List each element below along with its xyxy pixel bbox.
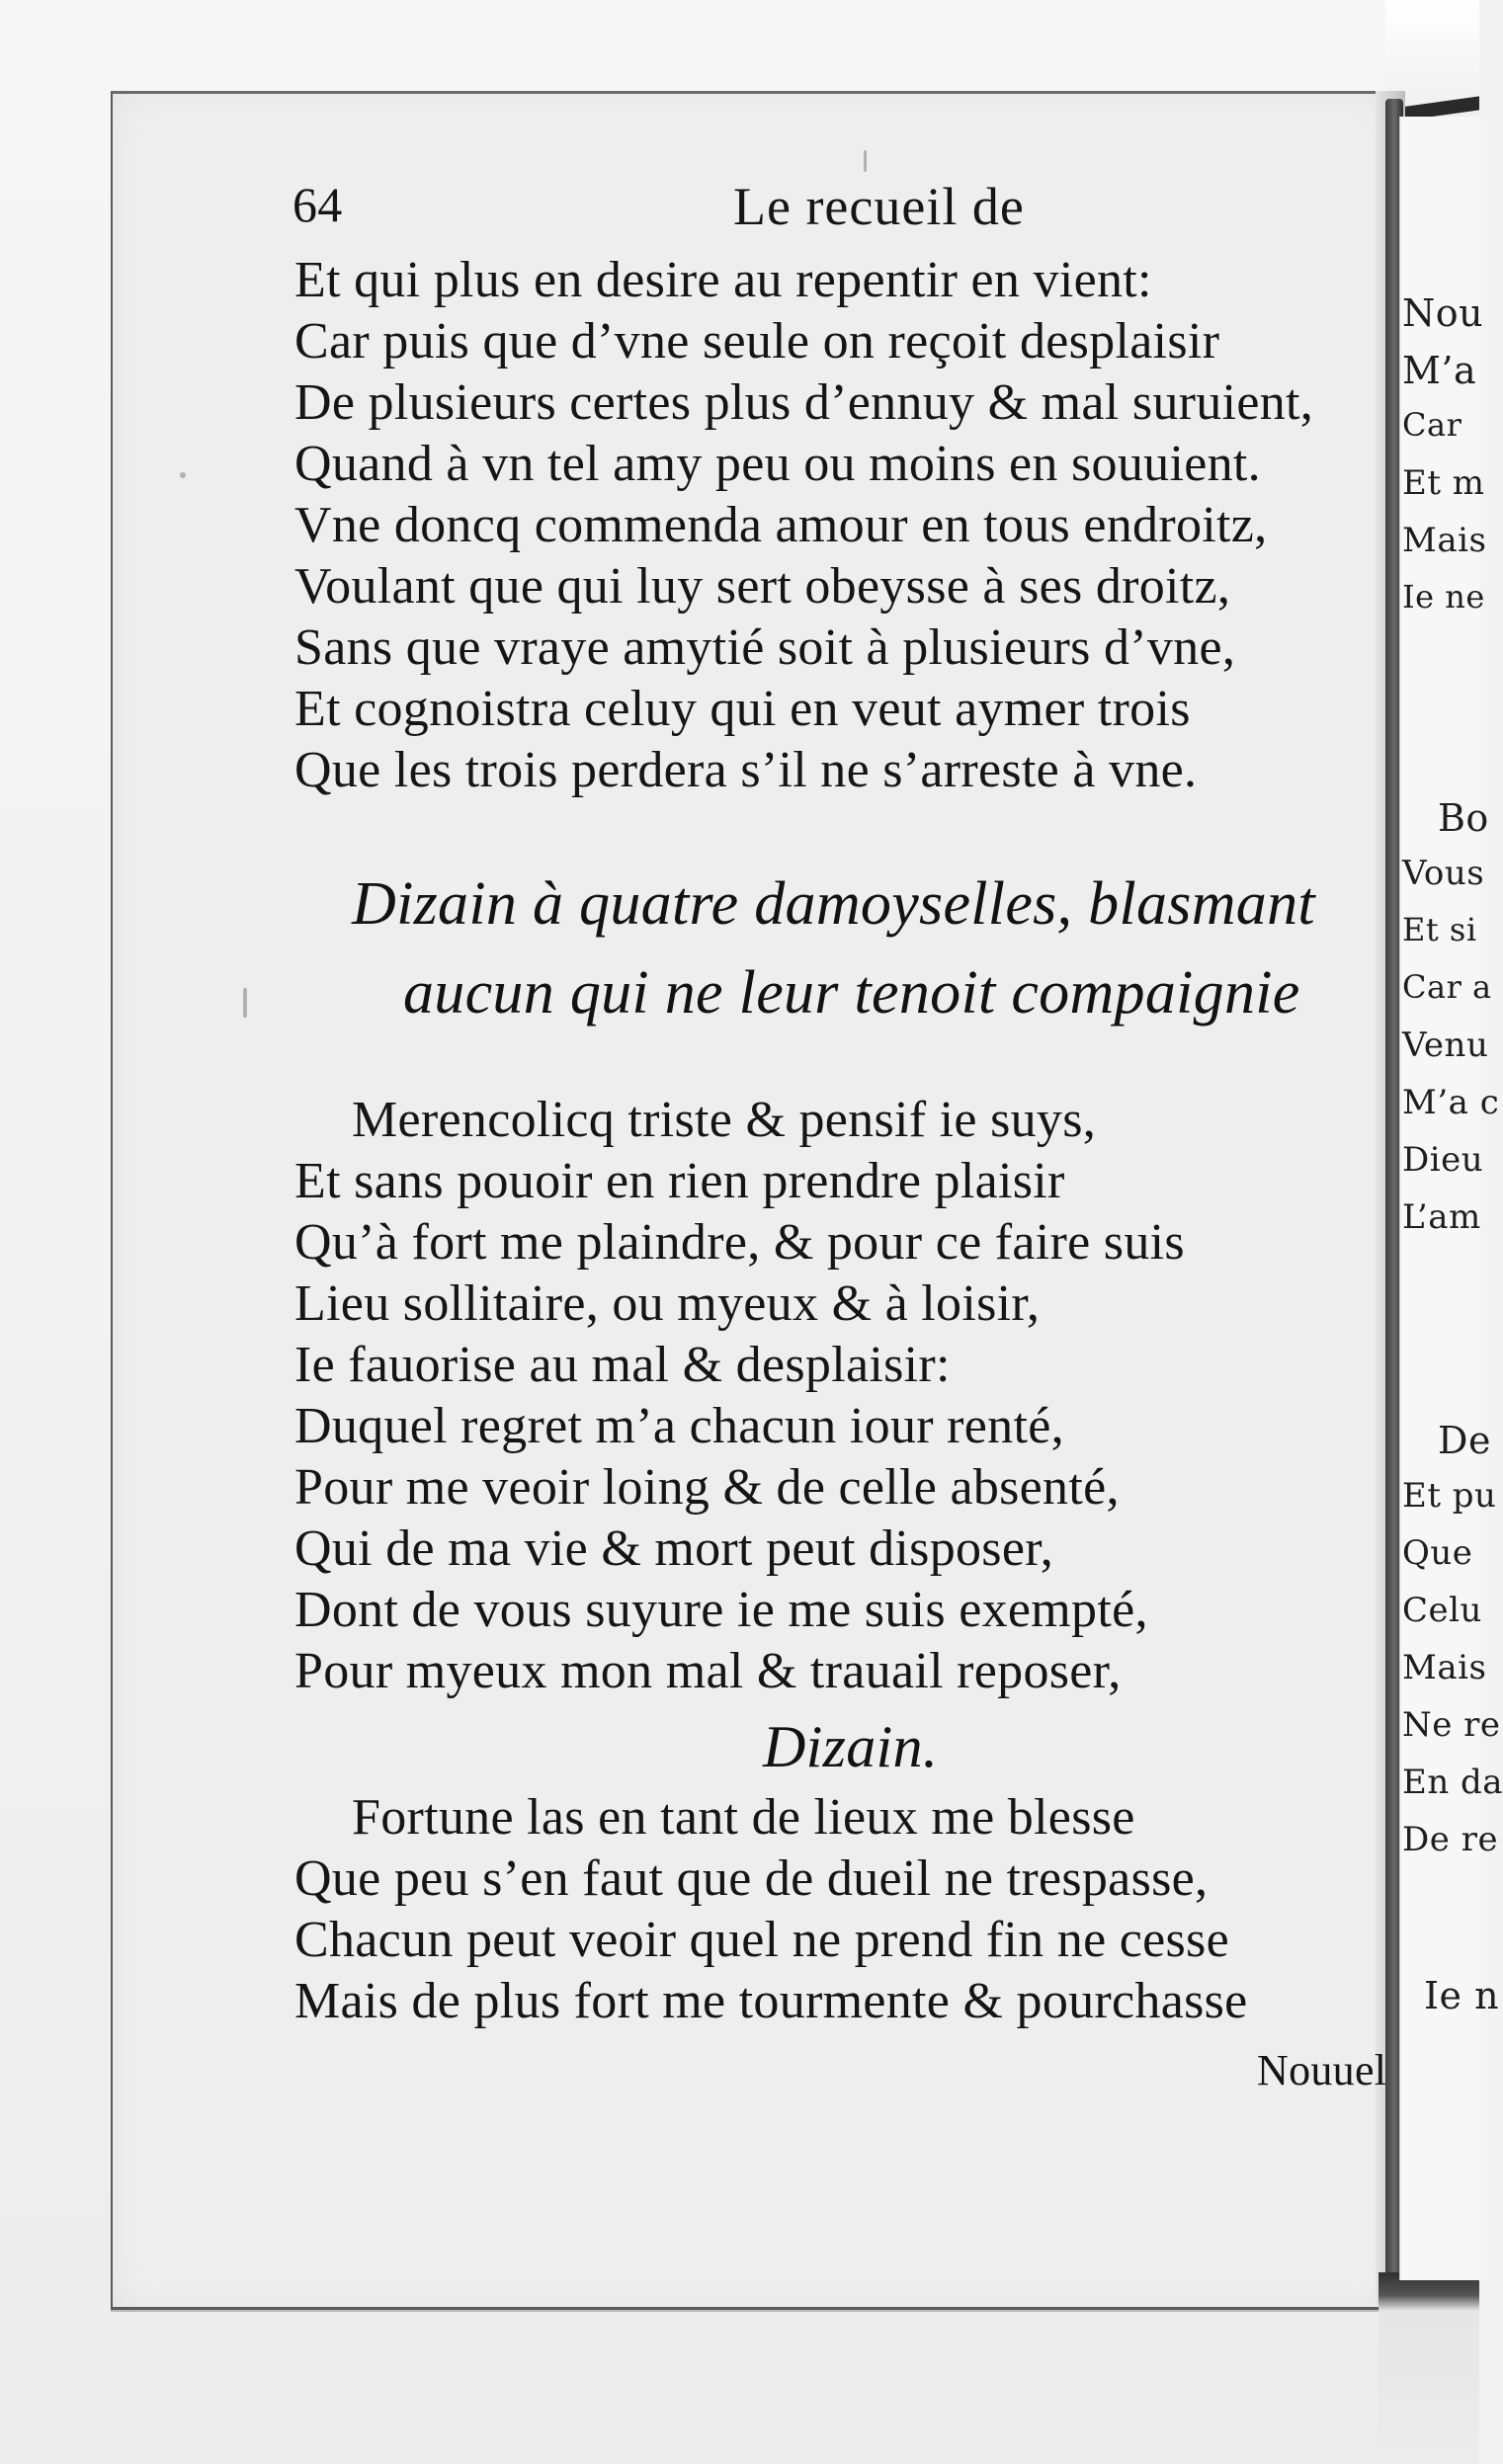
facing-fragment: Mais <box>1402 1648 1487 1687</box>
verse-line: Lieu sollitaire, ou myeux & à loisir, <box>294 1275 1041 1332</box>
running-head: Le recueil de <box>733 177 1025 236</box>
facing-page-bottom-edge <box>1378 2272 1479 2464</box>
facing-fragment: Venu <box>1402 1026 1489 1065</box>
verse-line: Pour myeux mon mal & trauail reposer, <box>294 1643 1122 1699</box>
dizain-heading: Dizain. <box>763 1714 939 1779</box>
verse-line: Quand à vn tel amy peu ou moins en souuient. <box>294 436 1261 492</box>
facing-fragment: M’a <box>1402 349 1477 392</box>
verse-line: Duquel regret m’a chacun iour renté, <box>294 1398 1064 1454</box>
facing-fragment: Car a <box>1402 968 1492 1006</box>
facing-fragment: Nou <box>1402 291 1484 335</box>
facing-fragment: M’a c <box>1402 1083 1500 1122</box>
ink-speck <box>243 988 247 1018</box>
facing-fragment: Car <box>1402 406 1462 444</box>
facing-fragment: Celu <box>1402 1591 1482 1630</box>
facing-fragment: Ie n <box>1424 1974 1500 2017</box>
verse-line: Pour me veoir loing & de celle absenté, <box>294 1459 1120 1516</box>
facing-page <box>1399 117 1503 2280</box>
verse-line: Dont de vous suyure ie me suis exempté, <box>294 1582 1148 1638</box>
page-number: 64 <box>292 177 343 232</box>
dizain-heading: Dizain à quatre damoyselles, blasmant <box>352 870 1315 938</box>
facing-fragment: Vous <box>1402 854 1485 893</box>
ink-speck <box>180 472 186 478</box>
verse-line: Que peu s’en faut que de dueil ne trespasse, <box>294 1850 1209 1907</box>
facing-fragment: Et si <box>1402 911 1477 948</box>
facing-fragment: Bo <box>1438 796 1489 840</box>
verse-line: Qu’à fort me plaindre, & pour ce faire suis <box>294 1214 1185 1271</box>
facing-fragment: En da <box>1402 1763 1503 1802</box>
facing-fragment: Dieu <box>1402 1140 1484 1180</box>
facing-fragment: Que <box>1402 1533 1473 1573</box>
facing-fragment: Ie ne <box>1402 578 1485 616</box>
verse-line: De plusieurs certes plus d’ennuy & mal suruient, <box>294 374 1314 431</box>
facing-fragment: De <box>1438 1419 1491 1462</box>
verse-line: Et qui plus en desire au repentir en vient: <box>294 252 1152 308</box>
verse-line: Vne doncq commenda amour en tous endroitz, <box>294 497 1268 553</box>
verse-line: Et cognoistra celuy qui en veut aymer trois <box>294 681 1191 737</box>
verse-line: Que les trois perdera s’il ne s’arreste à vne. <box>294 742 1198 798</box>
catchword: Nouuel <box>1257 2046 1387 2094</box>
facing-fragment: De re <box>1402 1820 1499 1859</box>
facing-fragment: Et m <box>1402 463 1485 503</box>
facing-fragment: Et pu <box>1402 1476 1497 1516</box>
verse-line: Ie fauorise au mal & desplaisir: <box>294 1337 951 1393</box>
verse-line: Sans que vraye amytié soit à plusieurs d’vne, <box>294 619 1236 676</box>
verse-line: Mais de plus fort me tourmente & pourchasse <box>294 1973 1248 2029</box>
facing-fragment: Mais <box>1402 521 1487 560</box>
facing-fragment: L’am <box>1402 1197 1481 1237</box>
ink-speck <box>864 150 867 172</box>
verse-line: Qui de ma vie & mort peut disposer, <box>294 1520 1054 1577</box>
verse-line: Fortune las en tant de lieux me blesse <box>352 1789 1135 1846</box>
dizain-heading: aucun qui ne leur tenoit compaignie <box>403 959 1300 1027</box>
facing-fragment: Ne re <box>1402 1705 1501 1745</box>
verse-line: Et sans pouoir en rien prendre plaisir <box>294 1153 1065 1209</box>
verse-line: Car puis que d’vne seule on reçoit desplaisir <box>294 313 1220 370</box>
verse-line: Merencolicq triste & pensif ie suys, <box>352 1092 1097 1148</box>
verse-line: Voulant que qui luy sert obeysse à ses droitz, <box>294 558 1231 615</box>
verse-line: Chacun peut veoir quel ne prend fin ne cesse <box>294 1912 1229 1968</box>
